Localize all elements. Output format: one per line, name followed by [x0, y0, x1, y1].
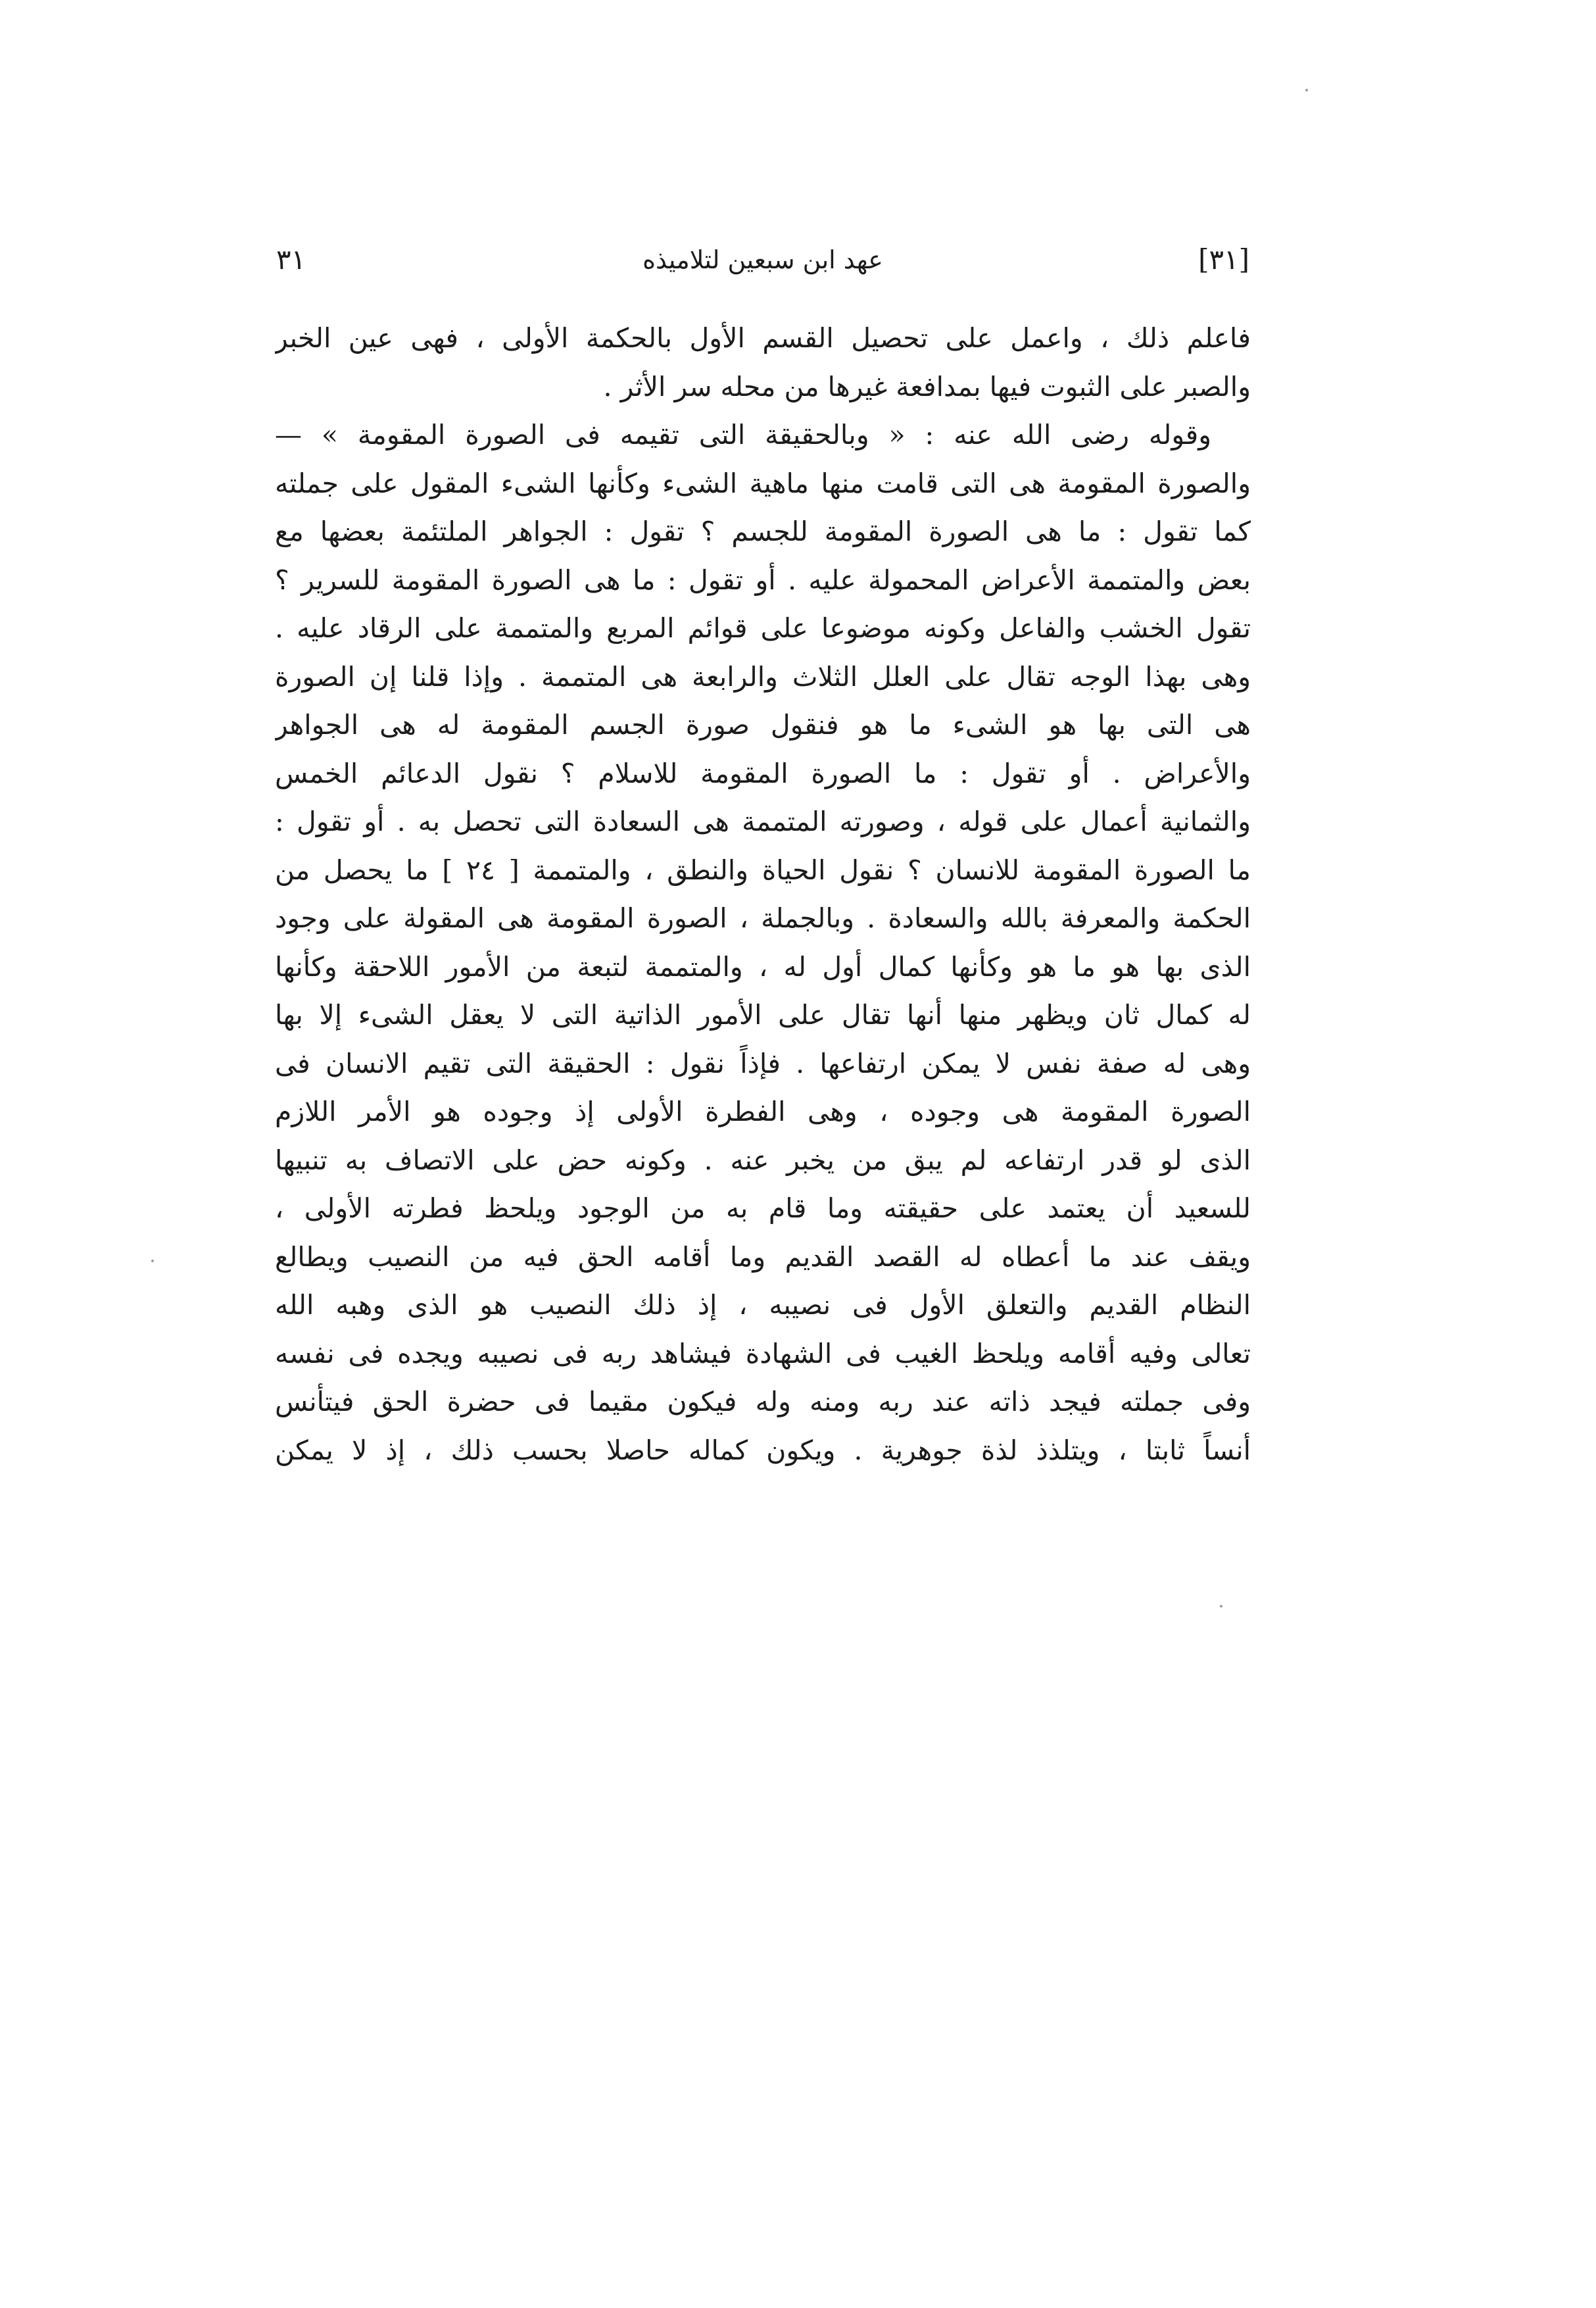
scan-speck	[1305, 89, 1308, 91]
text-line: كما تقول : ما هى الصورة المقومة للجسم ؟ تقول : الجواهر الملتئمة بعضها مع	[275, 516, 1251, 547]
text-line: فاعلم ذلك ، واعمل على تحصيل القسم الأول بالحكمة الأولى ، فهى عين الخبر	[275, 322, 1251, 354]
text-line: وقوله رضى الله عنه : « وبالحقيقة التى تقيمه فى الصورة المقومة » —	[275, 419, 1211, 451]
text-line: والأعراض . أو تقول : ما الصورة المقومة للاسلام ؟ نقول الدعائم الخمس	[275, 757, 1251, 789]
text-line: النظام القديم والتعلق الأول فى نصيبه ، إذ ذلك النصيب هو الذى وهبه الله	[275, 1289, 1251, 1321]
text-line: هى التى بها هو الشىء ما هو فنقول صورة الجسم المقومة له هى الجواهر	[275, 709, 1251, 741]
text-line: تعالى وفيه أقامه ويلحظ الغيب فى الشهادة فيشاهد ربه فى نصيبه ويجده فى نفسه	[275, 1337, 1251, 1369]
text-line: وفى جملته فيجد ذاته عند ربه ومنه وله فيكون مقيما فى حضرة الحق فيتأنس	[275, 1386, 1251, 1417]
text-line: وهى له صفة نفس لا يمكن ارتفاعها . فإذاً نقول : الحقيقة التى تقيم الانسان فى	[275, 1047, 1251, 1079]
body-text	[275, 314, 1251, 1475]
text-line: أنساً ثابتا ، ويتلذذ لذة جوهرية . ويكون كماله حاصلا بحسب ذلك ، إذ لا يمكن	[275, 1434, 1251, 1466]
text-line: للسعيد أن يعتمد على حقيقته وما قام به من الوجود ويلحظ فطرته الأولى ،	[275, 1192, 1251, 1224]
text-line: وهى بهذا الوجه تقال على العلل الثلاث والرابعة هى المتممة . وإذا قلنا إن الصورة	[275, 660, 1251, 693]
scan-speck	[1220, 1605, 1222, 1608]
text-line: والثمانية أعمال على قوله ، وصورته المتممة هى السعادة التى تحصل به . أو تقول :	[275, 806, 1251, 837]
running-title: عهد ابن سبعين لتلاميذه	[642, 245, 883, 274]
text-line: الذى لو قدر ارتفاعه لم يبق من يخبر عنه . وكونه حض على الاتصاف به تنبيها	[275, 1144, 1251, 1176]
page-number-bracketed: [٣١]	[1198, 243, 1249, 276]
page-header	[276, 237, 1249, 283]
text-line: الذى بها هو ما هو وكأنها كمال أول له ، والمتممة لتبعة من الأمور اللاحقة وكأنها	[275, 950, 1251, 983]
text-line: ما الصورة المقومة للانسان ؟ نقول الحياة والنطق ، والمتممة [ ٢٤ ] ما يحصل من	[275, 854, 1251, 886]
text-line: الصورة المقومة هى وجوده ، وهى الفطرة الأولى إذ وجوده هو الأمر اللازم	[275, 1096, 1251, 1127]
scan-speck	[151, 1260, 154, 1262]
text-line: والصبر على الثبوت فيها بمدافعة غيرها من محله سر الأثر .	[603, 370, 1251, 403]
text-line: بعض والمتممة الأعراض المحمولة عليه . أو تقول : ما هى الصورة المقومة للسرير ؟	[275, 564, 1251, 596]
text-line: الحكمة والمعرفة بالله والسعادة . وبالجملة ، الصورة المقومة هى المقولة على وجود	[275, 902, 1251, 934]
text-line: تقول الخشب والفاعل وكونه موضوعا على قوائم المربع والمتممة على الرقاد عليه .	[275, 612, 1251, 644]
page-number: ٣١	[276, 243, 306, 276]
text-line: ويقف عند ما أعطاه له القصد القديم وما أقامه الحق فيه من النصيب ويطالع	[275, 1240, 1251, 1273]
text-line: له كمال ثان ويظهر منها أنها تقال على الأمور الذاتية التى لا يعقل الشىء إلا بها	[275, 999, 1251, 1031]
text-line: والصورة المقومة هى التى قامت منها ماهية الشىء وكأنها الشىء المقول على جملته	[275, 467, 1251, 499]
